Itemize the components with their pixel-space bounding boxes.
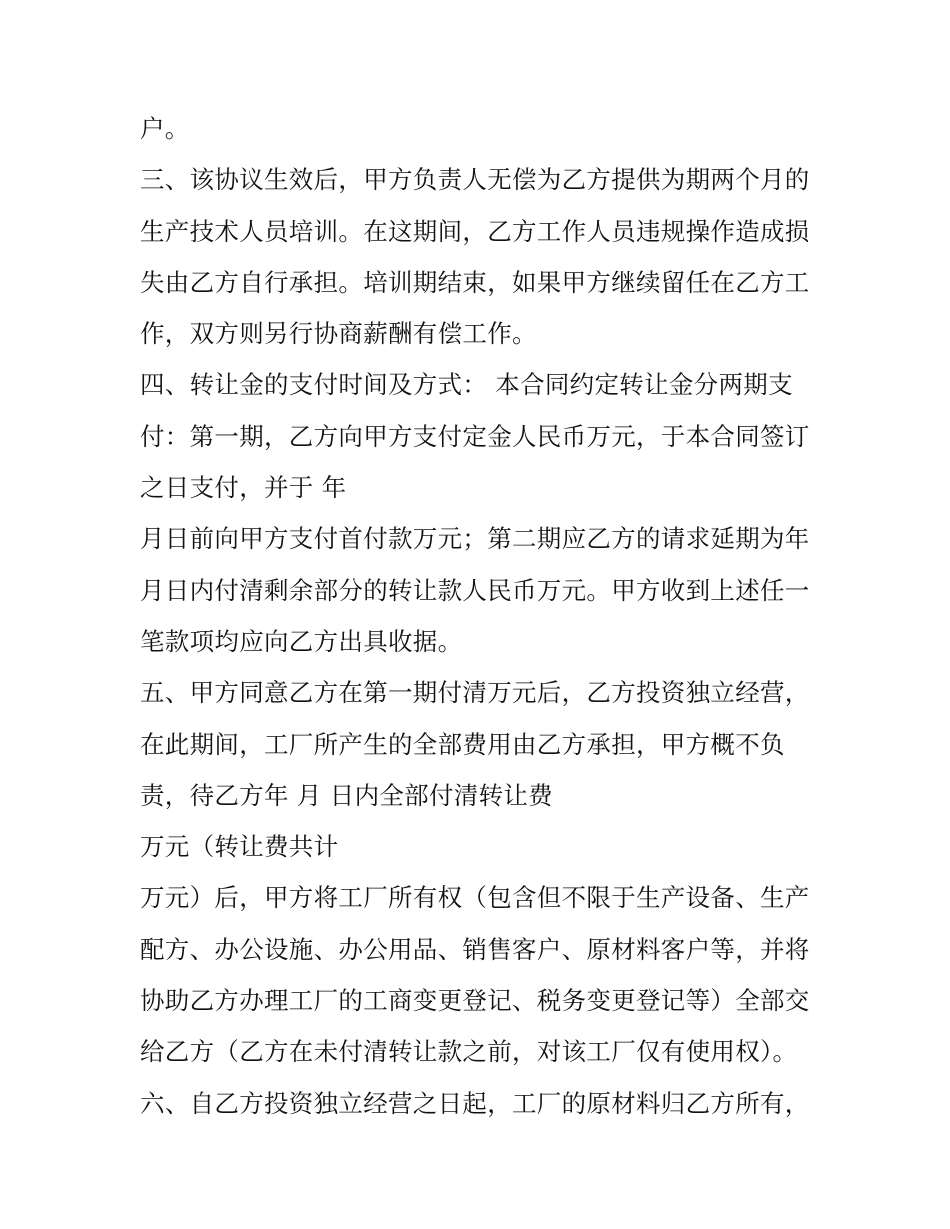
text-line: 在此期间，工厂所产生的全部费用由乙方承担，甲方概不负 bbox=[140, 729, 785, 759]
text-line: 失由乙方自行承担。培训期结束，如果甲方继续留任在乙方工 bbox=[140, 267, 810, 297]
text-line: 笔款项均应向乙方出具收据。 bbox=[140, 626, 463, 656]
text-line: 四、转让金的支付时间及方式： 本合同约定转让金分两期支 bbox=[140, 370, 793, 400]
text-line: 付：第一期，乙方向甲方支付定金人民币万元，于本合同签订 bbox=[140, 421, 810, 451]
text-line: 责，待乙方年 月 日内全部付清转让费 bbox=[140, 780, 553, 810]
text-line: 协助乙方办理工厂的工商变更登记、税务变更登记等）全部交 bbox=[140, 986, 810, 1016]
text-line: 之日支付，并于 年 bbox=[140, 473, 347, 503]
text-line: 给乙方（乙方在未付清转让款之前，对该工厂仅有使用权）。 bbox=[140, 1037, 798, 1067]
text-line: 户。 bbox=[140, 114, 190, 143]
document-body bbox=[140, 103, 820, 1129]
text-line: 生产技术人员培训。在这期间，乙方工作人员违规操作造成损 bbox=[140, 216, 810, 246]
text-line: 六、自乙方投资独立经营之日起，工厂的原材料归乙方所有， bbox=[140, 1088, 810, 1118]
text-line: 作，双方则另行协商薪酬有偿工作。 bbox=[140, 319, 537, 349]
text-line: 三、该协议生效后，甲方负责人无偿为乙方提供为期两个月的 bbox=[140, 165, 810, 195]
text-line: 万元（转让费共计 bbox=[140, 832, 339, 862]
text-line: 月日内付清剩余部分的转让款人民币万元。甲方收到上述任一 bbox=[140, 575, 810, 605]
text-line: 配方、办公设施、办公用品、销售客户、原材料客户等，并将 bbox=[140, 934, 810, 964]
text-line: 万元）后，甲方将工厂所有权（包含但不限于生产设备、生产 bbox=[140, 883, 810, 913]
text-line: 五、甲方同意乙方在第一期付清万元后，乙方投资独立经营， bbox=[140, 678, 810, 708]
text-line: 月日前向甲方支付首付款万元；第二期应乙方的请求延期为年 bbox=[140, 524, 810, 554]
